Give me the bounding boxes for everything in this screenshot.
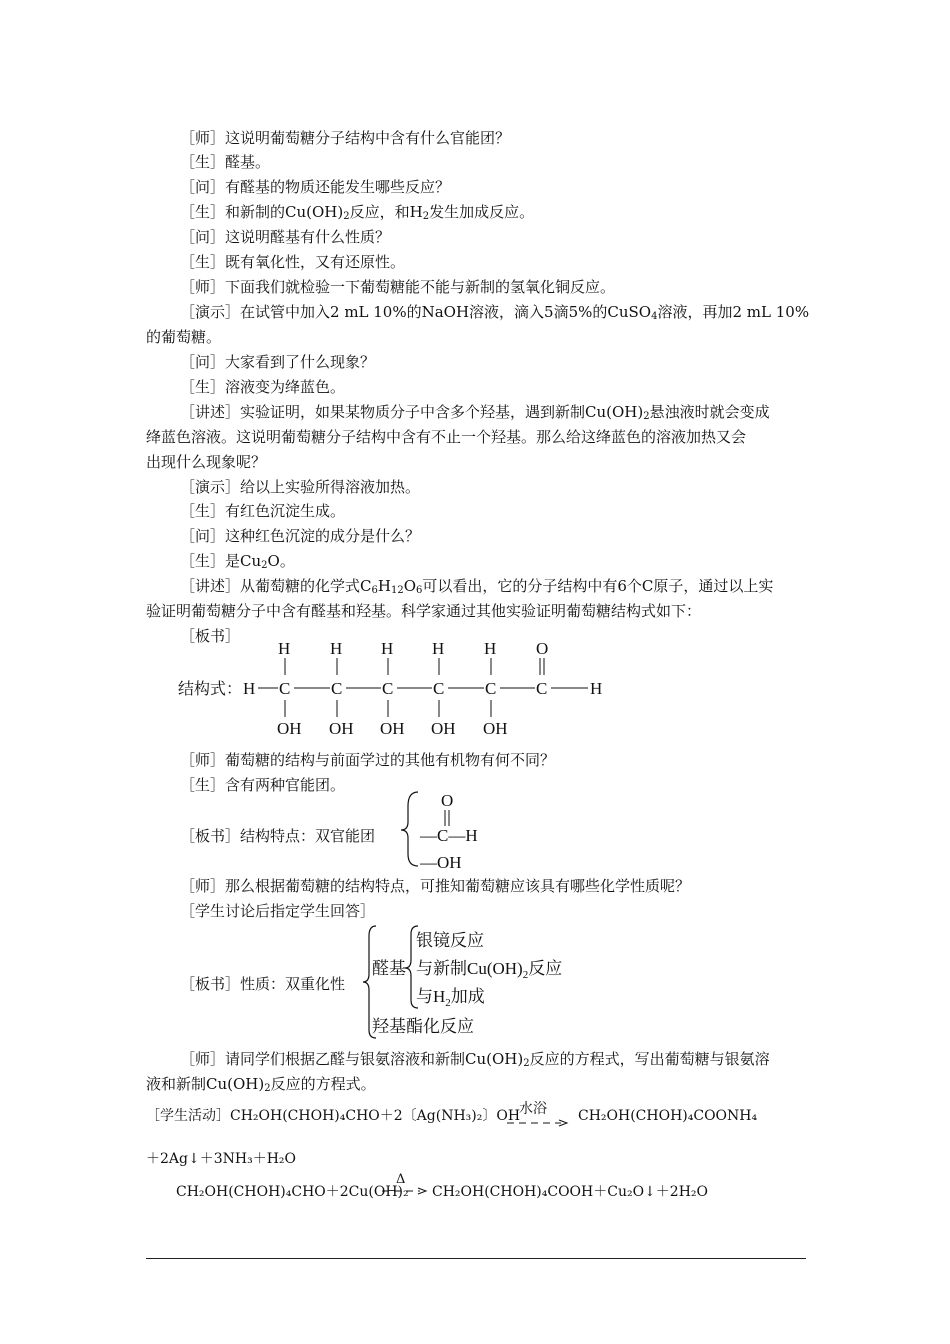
svg-text:H: H — [330, 639, 343, 658]
line-question-3: ［问］大家看到了什么现象？ — [180, 353, 376, 371]
atom-h-left: H — [243, 679, 256, 698]
svg-text:C: C — [433, 679, 445, 698]
svg-text:OH: OH — [380, 719, 405, 738]
equation-1-reactants: CH₂OH(CHOH)₄CHO＋2〔Ag(NH₃)₂〕OH — [230, 1108, 521, 1124]
carbonyl-oxygen: O — [536, 639, 549, 658]
aldehyde-group-label: 醛基 — [372, 959, 406, 978]
line-lecture-2a: ［讲述］从葡萄糖的化学式$C_6H_{12}O_6$可以看出，它的分子结构中有6个C原子，通过以上实 — [180, 577, 774, 596]
equation-1 — [146, 1106, 520, 1126]
line-teacher-3: ［师］葡萄糖的结构与前面学过的其他有机物有何不同？ — [180, 751, 556, 769]
equation-2-reactants: CH₂OH(CHOH)₄CHO＋2Cu(OH)₂ — [176, 1184, 409, 1200]
functional-groups-diagram — [398, 786, 508, 872]
svg-text:C: C — [331, 679, 343, 698]
line-student-5: ［生］有红色沉淀生成。 — [180, 502, 346, 520]
line-question-2: ［问］这说明醛基有什么性质？ — [180, 228, 391, 246]
line-teacher-5a: ［师］请同学们根据乙醛与银氨溶液和新制$Cu(OH)_2$反应的方程式，写出葡萄糖与银氨溶 — [180, 1050, 770, 1069]
glucose-structure-diagram — [170, 636, 620, 746]
line-lecture-1b: 绛蓝色溶液。这说明葡萄糖分子结构中含有不止一个羟基。那么给这绛蓝色的溶液加热又会 — [146, 428, 747, 446]
line-question-4: ［问］这种红色沉淀的成分是什么？ — [180, 527, 421, 545]
svg-text:C: C — [279, 679, 291, 698]
hydroxyl-esterification: 羟基酯化反应 — [372, 1017, 474, 1036]
line-demo-2: ［演示］给以上实验所得溶液加热。 — [180, 478, 421, 496]
footer-divider — [146, 1258, 806, 1259]
line-teacher-2: ［师］下面我们就检验一下葡萄糖能不能与新制的氢氧化铜反应。 — [180, 278, 616, 296]
line-student-1: ［生］醛基。 — [180, 153, 271, 171]
top-hydrogens — [278, 639, 496, 658]
svg-text:C: C — [382, 679, 394, 698]
line-student-7: ［生］含有两种官能团。 — [180, 776, 346, 794]
h2-addition: 与$H_2$加成 — [416, 987, 485, 1009]
equation-2-condition: Δ — [380, 1172, 428, 1200]
line-board-3: ［板书］性质：双重化性 — [180, 975, 346, 993]
svg-text:H: H — [432, 639, 445, 658]
line-student-4: ［生］溶液变为绛蓝色。 — [180, 378, 346, 396]
svg-text:H: H — [278, 639, 291, 658]
equation-1-continued: ＋2Ag↓＋3NH₃＋H₂O — [146, 1151, 296, 1167]
svg-text:OH: OH — [329, 719, 354, 738]
line-demo-1b: 的葡萄糖。 — [146, 328, 222, 346]
structure-label: 结构式： — [178, 681, 243, 698]
equation-2-products: CH₂OH(CHOH)₄COOH＋Cu₂O↓＋2H₂O — [432, 1184, 708, 1200]
line-lecture-1c: 出现什么现象呢？ — [146, 453, 267, 471]
hydroxyl-groups — [277, 719, 508, 738]
atom-h-right: H — [590, 679, 603, 698]
properties-diagram — [362, 922, 602, 1042]
svg-text:H: H — [484, 639, 497, 658]
equation-1-products: CH₂OH(CHOH)₄COONH₄ — [578, 1108, 758, 1124]
line-question-1: ［问］有醛基的物质还能发生哪些反应？ — [180, 178, 451, 196]
line-student-3: ［生］既有氧化性，又有还原性。 — [180, 253, 406, 271]
svg-text:OH: OH — [277, 719, 302, 738]
svg-text:C: C — [485, 679, 497, 698]
line-student-6: ［生］是$Cu_2O$。 — [180, 552, 295, 571]
feature-hydroxyl: —OH — [420, 853, 462, 872]
line-teacher-1: ［师］这说明葡萄糖分子结构中含有什么官能团？ — [180, 129, 511, 147]
svg-text:OH: OH — [431, 719, 456, 738]
line-board-1: ［板书］ — [180, 627, 241, 645]
line-student-2: ［生］和新制的$Cu(OH)_2$反应，和$H_2$发生加成反应。 — [180, 203, 535, 222]
feature-oxygen: O — [441, 791, 454, 810]
line-demo-1a: ［演示］在试管中加入2 mL 10%的NaOH溶液，滴入5滴5%的CuSO$_4$溶液，再加2 mL 10% — [180, 303, 810, 322]
svg-text:C: C — [536, 679, 548, 698]
line-teacher-5b: 液和新制$Cu(OH)_2$反应的方程式。 — [146, 1075, 376, 1094]
svg-text:OH: OH — [483, 719, 508, 738]
line-discussion: ［学生讨论后指定学生回答］ — [180, 902, 376, 920]
cuoh-reaction: 与新制$Cu(OH)_2$反应 — [416, 959, 563, 981]
feature-aldehyde: —C—H — [420, 826, 478, 845]
equation-1-condition: 水浴 — [505, 1100, 569, 1130]
line-lecture-1a: ［讲述］实验证明，如果某物质分子中含多个羟基，遇到新制$Cu(OH)_2$悬浊液时就会变成 — [180, 403, 770, 422]
line-lecture-2b: 验证明葡萄糖分子中含有醛基和羟基。科学家通过其他实验证明葡萄糖结构式如下： — [146, 602, 702, 620]
line-teacher-4: ［师］那么根据葡萄糖的结构特点，可推知葡萄糖应该具有哪些化学性质呢？ — [180, 877, 691, 895]
silver-mirror-reaction: 银镜反应 — [416, 931, 484, 950]
equation-1-label: ［学生活动］ — [146, 1108, 230, 1124]
line-board-2: ［板书］结构特点：双官能团 — [180, 827, 376, 845]
svg-text:H: H — [381, 639, 394, 658]
